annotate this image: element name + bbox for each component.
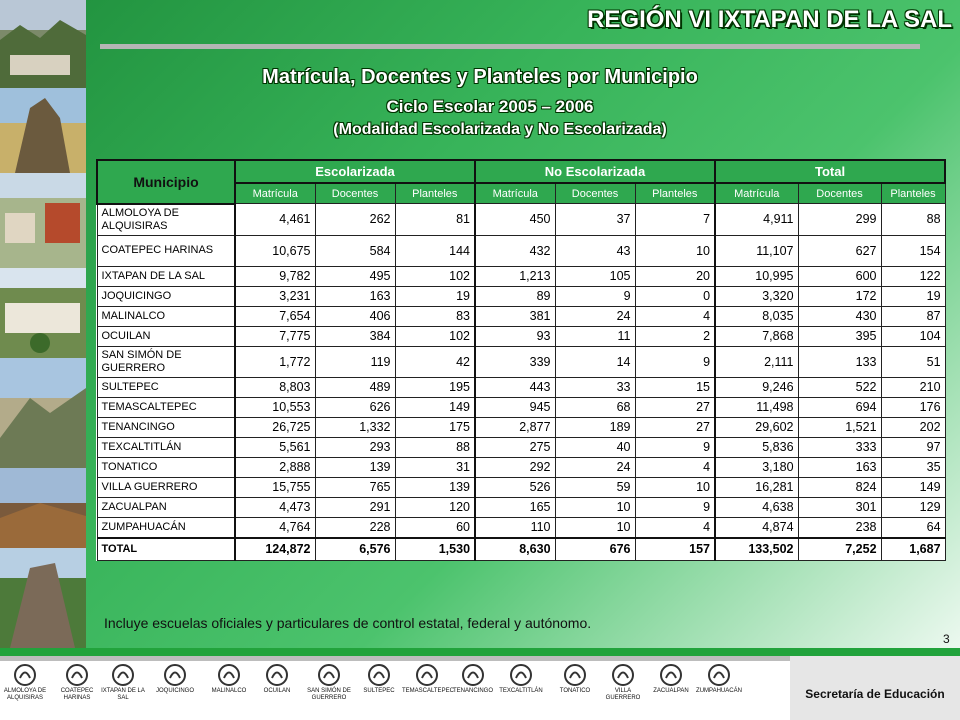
table-cell: 1,772 <box>235 346 315 377</box>
municipio-logo-label: ZUMPAHUACÁN <box>696 688 742 694</box>
table-cell: 139 <box>395 477 475 497</box>
table-cell: 157 <box>635 538 715 561</box>
table-cell: 149 <box>395 397 475 417</box>
table-cell: 20 <box>635 266 715 286</box>
table-cell: 4 <box>635 517 715 538</box>
table-cell: 10 <box>635 477 715 497</box>
table-row <box>97 377 945 397</box>
table-cell: 165 <box>475 497 555 517</box>
table-cell: 600 <box>798 266 881 286</box>
table-cell: 9,782 <box>235 266 315 286</box>
municipio-name: SAN SIMÓN DE GUERRERO <box>97 346 235 377</box>
table-cell: 4,874 <box>715 517 798 538</box>
table-cell: 10,553 <box>235 397 315 417</box>
table-cell: 154 <box>881 235 945 266</box>
municipio-logo-label: SULTEPEC <box>363 688 395 694</box>
glyph-icon <box>12 662 38 688</box>
table-cell: 2,888 <box>235 457 315 477</box>
table-cell: 129 <box>881 497 945 517</box>
table-row <box>97 346 945 377</box>
table-cell: 9 <box>635 437 715 457</box>
subheader-matricula: Matrícula <box>715 183 798 204</box>
table-cell: 43 <box>555 235 635 266</box>
landscape-photo <box>0 468 86 548</box>
table-cell: 176 <box>881 397 945 417</box>
table-cell: 97 <box>881 437 945 457</box>
subheader-docentes: Docentes <box>798 183 881 204</box>
table-cell: 40 <box>555 437 635 457</box>
table-cell: 10 <box>635 235 715 266</box>
table-cell: 60 <box>395 517 475 538</box>
table-cell: 144 <box>395 235 475 266</box>
page-title: Matrícula, Docentes y Planteles por Municipio <box>262 66 698 88</box>
table-cell: 1,530 <box>395 538 475 561</box>
table-cell: 522 <box>798 377 881 397</box>
page-subtitle: Ciclo Escolar 2005 – 2006 <box>386 97 594 116</box>
municipio-name: ZACUALPAN <box>97 497 235 517</box>
table-cell: 238 <box>798 517 881 538</box>
table-cell: 27 <box>635 417 715 437</box>
footer-green-line <box>0 648 960 656</box>
municipio-logo-label: VILLA GUERRERO <box>605 688 641 701</box>
table-cell: 88 <box>881 204 945 236</box>
table-cell: 489 <box>315 377 395 397</box>
table-cell: 64 <box>881 517 945 538</box>
table-cell: 102 <box>395 266 475 286</box>
table-row <box>97 457 945 477</box>
table-cell: 9,246 <box>715 377 798 397</box>
glyph-icon <box>460 662 486 688</box>
municipio-name: TEXCALTITLÁN <box>97 437 235 457</box>
table-cell: 4,764 <box>235 517 315 538</box>
table-cell: 195 <box>395 377 475 397</box>
glyph-icon <box>658 662 684 688</box>
region-title: REGIÓN VI IXTAPAN DE LA SAL <box>587 6 952 33</box>
table-cell: 14 <box>555 346 635 377</box>
table-cell: 51 <box>881 346 945 377</box>
title-divider <box>100 44 920 49</box>
municipio-name: TONATICO <box>97 457 235 477</box>
table-cell: 202 <box>881 417 945 437</box>
table-cell: 4,461 <box>235 204 315 236</box>
table-cell: 124,872 <box>235 538 315 561</box>
table-cell: 149 <box>881 477 945 497</box>
table-cell: 10 <box>555 517 635 538</box>
table-row <box>97 397 945 417</box>
municipio-logo-label: TEMASCALTEPEC <box>402 688 454 694</box>
table-cell: 2,877 <box>475 417 555 437</box>
subheader-planteles: Planteles <box>395 183 475 204</box>
table-row <box>97 437 945 457</box>
table-cell: 7,654 <box>235 306 315 326</box>
glyph-icon <box>264 662 290 688</box>
municipio-name: ALMOLOYA DE ALQUISIRAS <box>97 204 235 236</box>
table-cell: 4,911 <box>715 204 798 236</box>
table-row <box>97 477 945 497</box>
municipio-logo <box>496 662 546 695</box>
table-cell: 275 <box>475 437 555 457</box>
table-cell: 16,281 <box>715 477 798 497</box>
table-cell: 228 <box>315 517 395 538</box>
municipio-logo-label: JOQUICINGO <box>155 688 194 694</box>
group-header-no-escolarizada: No Escolarizada <box>475 160 715 183</box>
table-cell: 4,473 <box>235 497 315 517</box>
table-row <box>97 497 945 517</box>
group-header-total: Total <box>715 160 945 183</box>
municipio-logo <box>150 662 200 695</box>
municipio-logo <box>304 662 354 702</box>
table-cell: 0 <box>635 286 715 306</box>
glyph-icon <box>162 662 188 688</box>
landscape-photo <box>0 358 86 468</box>
total-row <box>97 538 945 561</box>
table-row <box>97 306 945 326</box>
table-cell: 301 <box>798 497 881 517</box>
table-cell: 10 <box>555 497 635 517</box>
table-cell: 584 <box>315 235 395 266</box>
table-cell: 333 <box>798 437 881 457</box>
table-cell: 627 <box>798 235 881 266</box>
glyph-icon <box>610 662 636 688</box>
table-cell: 3,180 <box>715 457 798 477</box>
municipio-logo-label: IXTAPAN DE LA SAL <box>101 688 145 701</box>
municipio-name: SULTEPEC <box>97 377 235 397</box>
table-cell: 24 <box>555 457 635 477</box>
table-cell: 3,231 <box>235 286 315 306</box>
table-cell: 88 <box>395 437 475 457</box>
table-cell: 9 <box>635 497 715 517</box>
landscape-photo <box>0 173 86 268</box>
municipio-name: COATEPEC HARINAS <box>97 235 235 266</box>
table-cell: 676 <box>555 538 635 561</box>
municipio-logo <box>402 662 452 695</box>
municipio-logo-label: MALINALCO <box>211 688 247 694</box>
table-cell: 626 <box>315 397 395 417</box>
table-row <box>97 235 945 266</box>
table-cell: 4 <box>635 306 715 326</box>
table-cell: 694 <box>798 397 881 417</box>
table-cell: 81 <box>395 204 475 236</box>
glyph-icon <box>316 662 342 688</box>
table-cell: 102 <box>395 326 475 346</box>
table-cell: 7,252 <box>798 538 881 561</box>
table-cell: 299 <box>798 204 881 236</box>
municipio-logo <box>0 662 50 702</box>
table-cell: 29,602 <box>715 417 798 437</box>
table-cell: 42 <box>395 346 475 377</box>
table-cell: 175 <box>395 417 475 437</box>
table-cell: 15,755 <box>235 477 315 497</box>
footer-gray-line <box>0 656 790 661</box>
table-cell: 293 <box>315 437 395 457</box>
table-cell: 526 <box>475 477 555 497</box>
glyph-icon <box>64 662 90 688</box>
table-cell: 395 <box>798 326 881 346</box>
landscape-photo <box>0 548 86 650</box>
municipio-logo <box>98 662 148 702</box>
table-cell: 24 <box>555 306 635 326</box>
table-cell: 7,868 <box>715 326 798 346</box>
table-cell: 2 <box>635 326 715 346</box>
municipio-logo-label: ALMOLOYA DE ALQUISIRAS <box>3 688 47 701</box>
table-cell: 189 <box>555 417 635 437</box>
table-cell: 1,213 <box>475 266 555 286</box>
table-cell: 8,803 <box>235 377 315 397</box>
table-cell: 105 <box>555 266 635 286</box>
table-cell: 19 <box>881 286 945 306</box>
table-body <box>97 204 945 561</box>
table-cell: 9 <box>555 286 635 306</box>
municipio-name: TEMASCALTEPEC <box>97 397 235 417</box>
table-cell: 9 <box>635 346 715 377</box>
subheader-matricula: Matrícula <box>235 183 315 204</box>
table-cell: 119 <box>315 346 395 377</box>
table-cell: 15 <box>635 377 715 397</box>
municipio-logo-label: SAN SIMÓN DE GUERRERO <box>307 688 351 701</box>
table-cell: 4,638 <box>715 497 798 517</box>
municipio-name: VILLA GUERRERO <box>97 477 235 497</box>
municipio-logo <box>52 662 102 702</box>
table-cell: 35 <box>881 457 945 477</box>
municipio-name: JOQUICINGO <box>97 286 235 306</box>
table-cell: 11,498 <box>715 397 798 417</box>
glyph-icon <box>706 662 732 688</box>
table-cell: 262 <box>315 204 395 236</box>
table-cell: 495 <box>315 266 395 286</box>
table-cell: 104 <box>881 326 945 346</box>
municipio-logo-label: COATEPEC HARINAS <box>60 688 94 701</box>
table-cell: 163 <box>798 457 881 477</box>
municipio-logo <box>448 662 498 695</box>
table-cell: 68 <box>555 397 635 417</box>
municipio-logo <box>646 662 696 695</box>
table-cell: 11 <box>555 326 635 346</box>
table-cell: 945 <box>475 397 555 417</box>
table-cell: 291 <box>315 497 395 517</box>
table-cell: 10,995 <box>715 266 798 286</box>
municipio-name: ZUMPAHUACÁN <box>97 517 235 538</box>
table-cell: 122 <box>881 266 945 286</box>
glyph-icon <box>562 662 588 688</box>
table-cell: 11,107 <box>715 235 798 266</box>
subheader-planteles: Planteles <box>881 183 945 204</box>
table-cell: 31 <box>395 457 475 477</box>
table-cell: 87 <box>881 306 945 326</box>
table-row <box>97 517 945 538</box>
table-row <box>97 417 945 437</box>
table-cell: 384 <box>315 326 395 346</box>
table-row <box>97 204 945 236</box>
glyph-icon <box>216 662 242 688</box>
table-row <box>97 266 945 286</box>
table-cell: 163 <box>315 286 395 306</box>
municipio-logo-label: TENANCINGO <box>452 688 493 694</box>
table-cell: 5,836 <box>715 437 798 457</box>
glyph-icon <box>366 662 392 688</box>
municipio-logo-label: OCUILAN <box>263 688 291 694</box>
table-cell: 1,687 <box>881 538 945 561</box>
table-cell: 133 <box>798 346 881 377</box>
agency-name: Secretaría de Educación <box>805 687 945 701</box>
table-cell: 93 <box>475 326 555 346</box>
group-header-escolarizada: Escolarizada <box>235 160 475 183</box>
data-table <box>96 159 946 561</box>
table-cell: 443 <box>475 377 555 397</box>
table-cell: 450 <box>475 204 555 236</box>
subheader-docentes: Docentes <box>555 183 635 204</box>
municipio-name: TOTAL <box>97 538 235 561</box>
table-cell: 8,630 <box>475 538 555 561</box>
table-cell: 26,725 <box>235 417 315 437</box>
modality-label: (Modalidad Escolarizada y No Escolarizada) <box>333 121 667 138</box>
municipio-logo-label: TEXCALTITLÁN <box>499 688 543 694</box>
footnote: Incluye escuelas oficiales y particulares de control estatal, federal y autónomo. <box>104 615 592 631</box>
table-cell: 824 <box>798 477 881 497</box>
table-cell: 406 <box>315 306 395 326</box>
table-cell: 8,035 <box>715 306 798 326</box>
municipio-logo <box>694 662 744 695</box>
table-cell: 339 <box>475 346 555 377</box>
municipio-logo <box>252 662 302 695</box>
glyph-icon <box>414 662 440 688</box>
table-cell: 133,502 <box>715 538 798 561</box>
glyph-icon <box>508 662 534 688</box>
page-number: 3 <box>943 632 950 646</box>
table-cell: 292 <box>475 457 555 477</box>
table-cell: 83 <box>395 306 475 326</box>
table-cell: 1,521 <box>798 417 881 437</box>
subheader-docentes: Docentes <box>315 183 395 204</box>
table-cell: 6,576 <box>315 538 395 561</box>
municipio-logo <box>204 662 254 695</box>
table-cell: 10,675 <box>235 235 315 266</box>
col-header-municipio: Municipio <box>97 160 235 204</box>
municipio-name: MALINALCO <box>97 306 235 326</box>
table-cell: 19 <box>395 286 475 306</box>
table-row <box>97 286 945 306</box>
municipio-logo <box>598 662 648 702</box>
municipio-logo <box>354 662 404 695</box>
table-cell: 27 <box>635 397 715 417</box>
table-cell: 37 <box>555 204 635 236</box>
table-cell: 4 <box>635 457 715 477</box>
landscape-photo <box>0 268 86 358</box>
municipio-name: IXTAPAN DE LA SAL <box>97 266 235 286</box>
municipio-logo-label: ZACUALPAN <box>653 688 689 694</box>
municipio-logo-label: TONATICO <box>559 688 591 694</box>
table-cell: 33 <box>555 377 635 397</box>
municipio-name: OCUILAN <box>97 326 235 346</box>
table-cell: 7 <box>635 204 715 236</box>
municipio-logo <box>550 662 600 695</box>
table-cell: 765 <box>315 477 395 497</box>
table-cell: 210 <box>881 377 945 397</box>
table-cell: 172 <box>798 286 881 306</box>
table-cell: 432 <box>475 235 555 266</box>
table-row <box>97 326 945 346</box>
table-cell: 5,561 <box>235 437 315 457</box>
table-cell: 59 <box>555 477 635 497</box>
table-cell: 7,775 <box>235 326 315 346</box>
table-cell: 1,332 <box>315 417 395 437</box>
table-cell: 2,111 <box>715 346 798 377</box>
glyph-icon <box>110 662 136 688</box>
table-cell: 3,320 <box>715 286 798 306</box>
table-cell: 381 <box>475 306 555 326</box>
table-cell: 139 <box>315 457 395 477</box>
municipio-name: TENANCINGO <box>97 417 235 437</box>
table-cell: 430 <box>798 306 881 326</box>
subheader-matricula: Matrícula <box>475 183 555 204</box>
table-cell: 89 <box>475 286 555 306</box>
table-cell: 110 <box>475 517 555 538</box>
table-cell: 120 <box>395 497 475 517</box>
subheader-planteles: Planteles <box>635 183 715 204</box>
